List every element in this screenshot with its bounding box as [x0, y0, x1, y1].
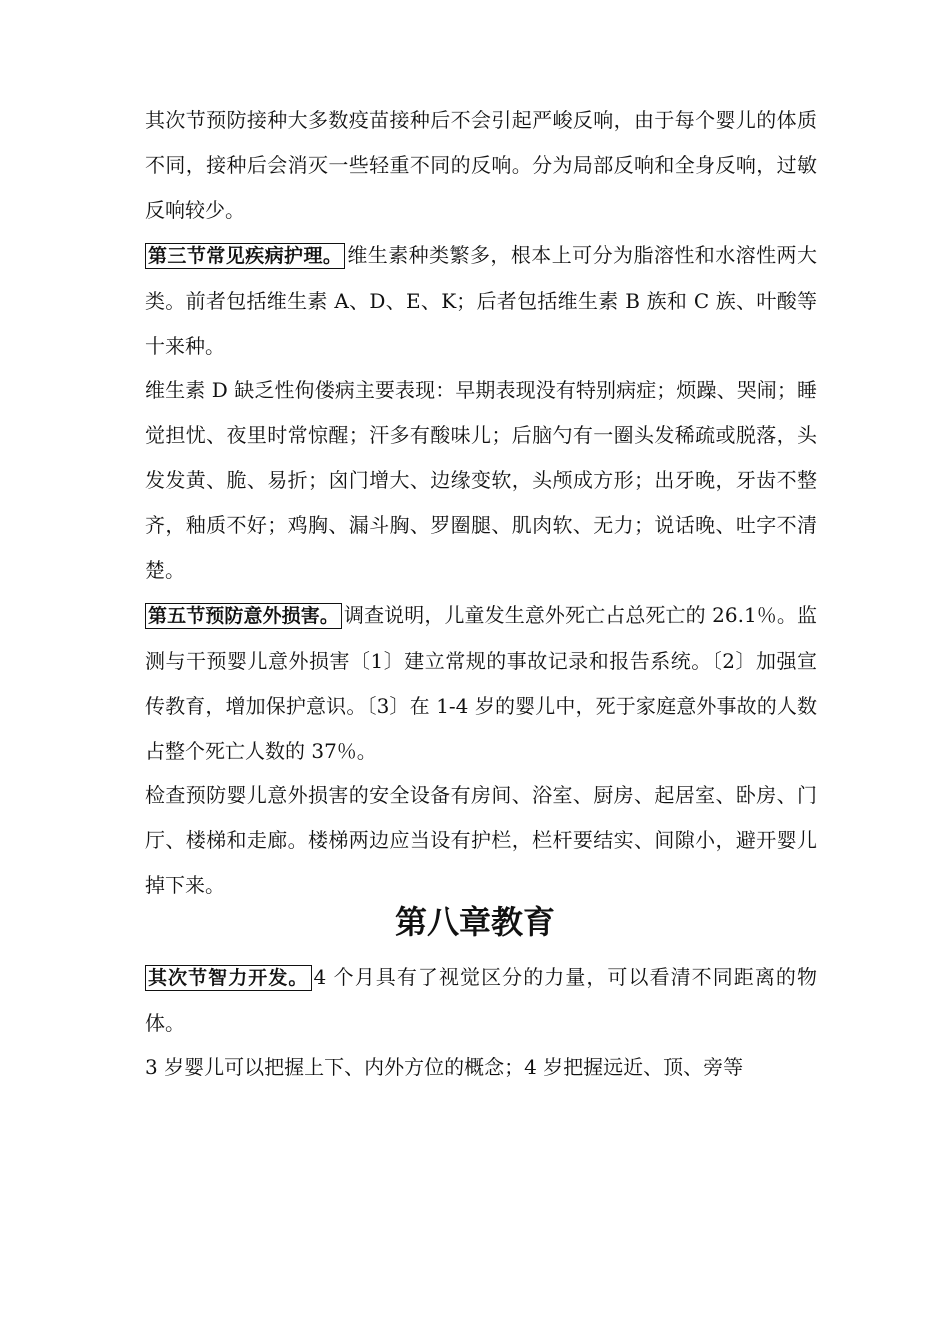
paragraph-intellectual-development — [145, 955, 817, 1046]
paragraph-text: 检查预防婴儿意外损害的安全设备有房间、浴室、厨房、起居室、卧房、门厅、楼梯和走廊。楼梯两边应当设有护栏，栏杆要结实、间隙小，避开婴儿掉下来。 — [145, 783, 817, 897]
paragraph-safety-equipment — [145, 773, 817, 908]
paragraph-vaccination — [145, 98, 817, 233]
paragraph-text: 4 个月具有了视觉区分的力量，可以看清不同距离的物体。 — [145, 965, 817, 1035]
paragraph-accident-prevention — [145, 593, 817, 774]
paragraph-common-diseases — [145, 233, 817, 369]
paragraph-text: 维生素 D 缺乏性佝偻病主要表现：早期表现没有特别病症；烦躁、哭闹；睡觉担忧、夜里时常惊醒；汗多有酸味儿；后脑勺有一圈头发稀疏或脱落，头发发黄、脆、易折；囟门增大、边缘变软，头颅成方形；出牙晚，牙齿不整齐，釉质不好；鸡胸、漏斗胸、罗圈腿、肌肉软、无力；说话晚、吐字不清楚。 — [145, 378, 817, 582]
paragraph-spatial-concepts — [145, 1045, 817, 1090]
section-label-boxed: 第三节常见疾病护理。 — [145, 243, 345, 269]
section-label-boxed: 第五节预防意外损害。 — [145, 603, 342, 629]
paragraph-text: 3 岁婴儿可以把握上下、内外方位的概念；4 岁把握远近、顶、旁等 — [145, 1055, 744, 1079]
paragraph-text: 调查说明，儿童发生意外死亡占总死亡的 26.1％。监测与干预婴儿意外损害〔1〕建立常规的事故记录和报告系统。〔2〕加强宣传教育，增加保护意识。〔3〕在 1-4 岁的婴儿中，死于家庭意外事故的人数占整个死亡人数的 37％。 — [145, 603, 817, 763]
paragraph-text: 其次节预防接种大多数疫苗接种后不会引起严峻反响，由于每个婴儿的体质不同，接种后会消灭一些轻重不同的反响。分为局部反响和全身反响，过敏反响较少。 — [145, 108, 817, 222]
chapter-title: 第八章教育 — [394, 903, 555, 941]
paragraph-rickets — [145, 368, 817, 593]
section-label-boxed: 其次节智力开发。 — [145, 965, 312, 991]
paragraph-text: 维生素种类繁多，根本上可分为脂溶性和水溶性两大类。前者包括维生素 A、D、E、K；后者包括维生素 B 族和 C 族、叶酸等十来种。 — [145, 243, 817, 358]
